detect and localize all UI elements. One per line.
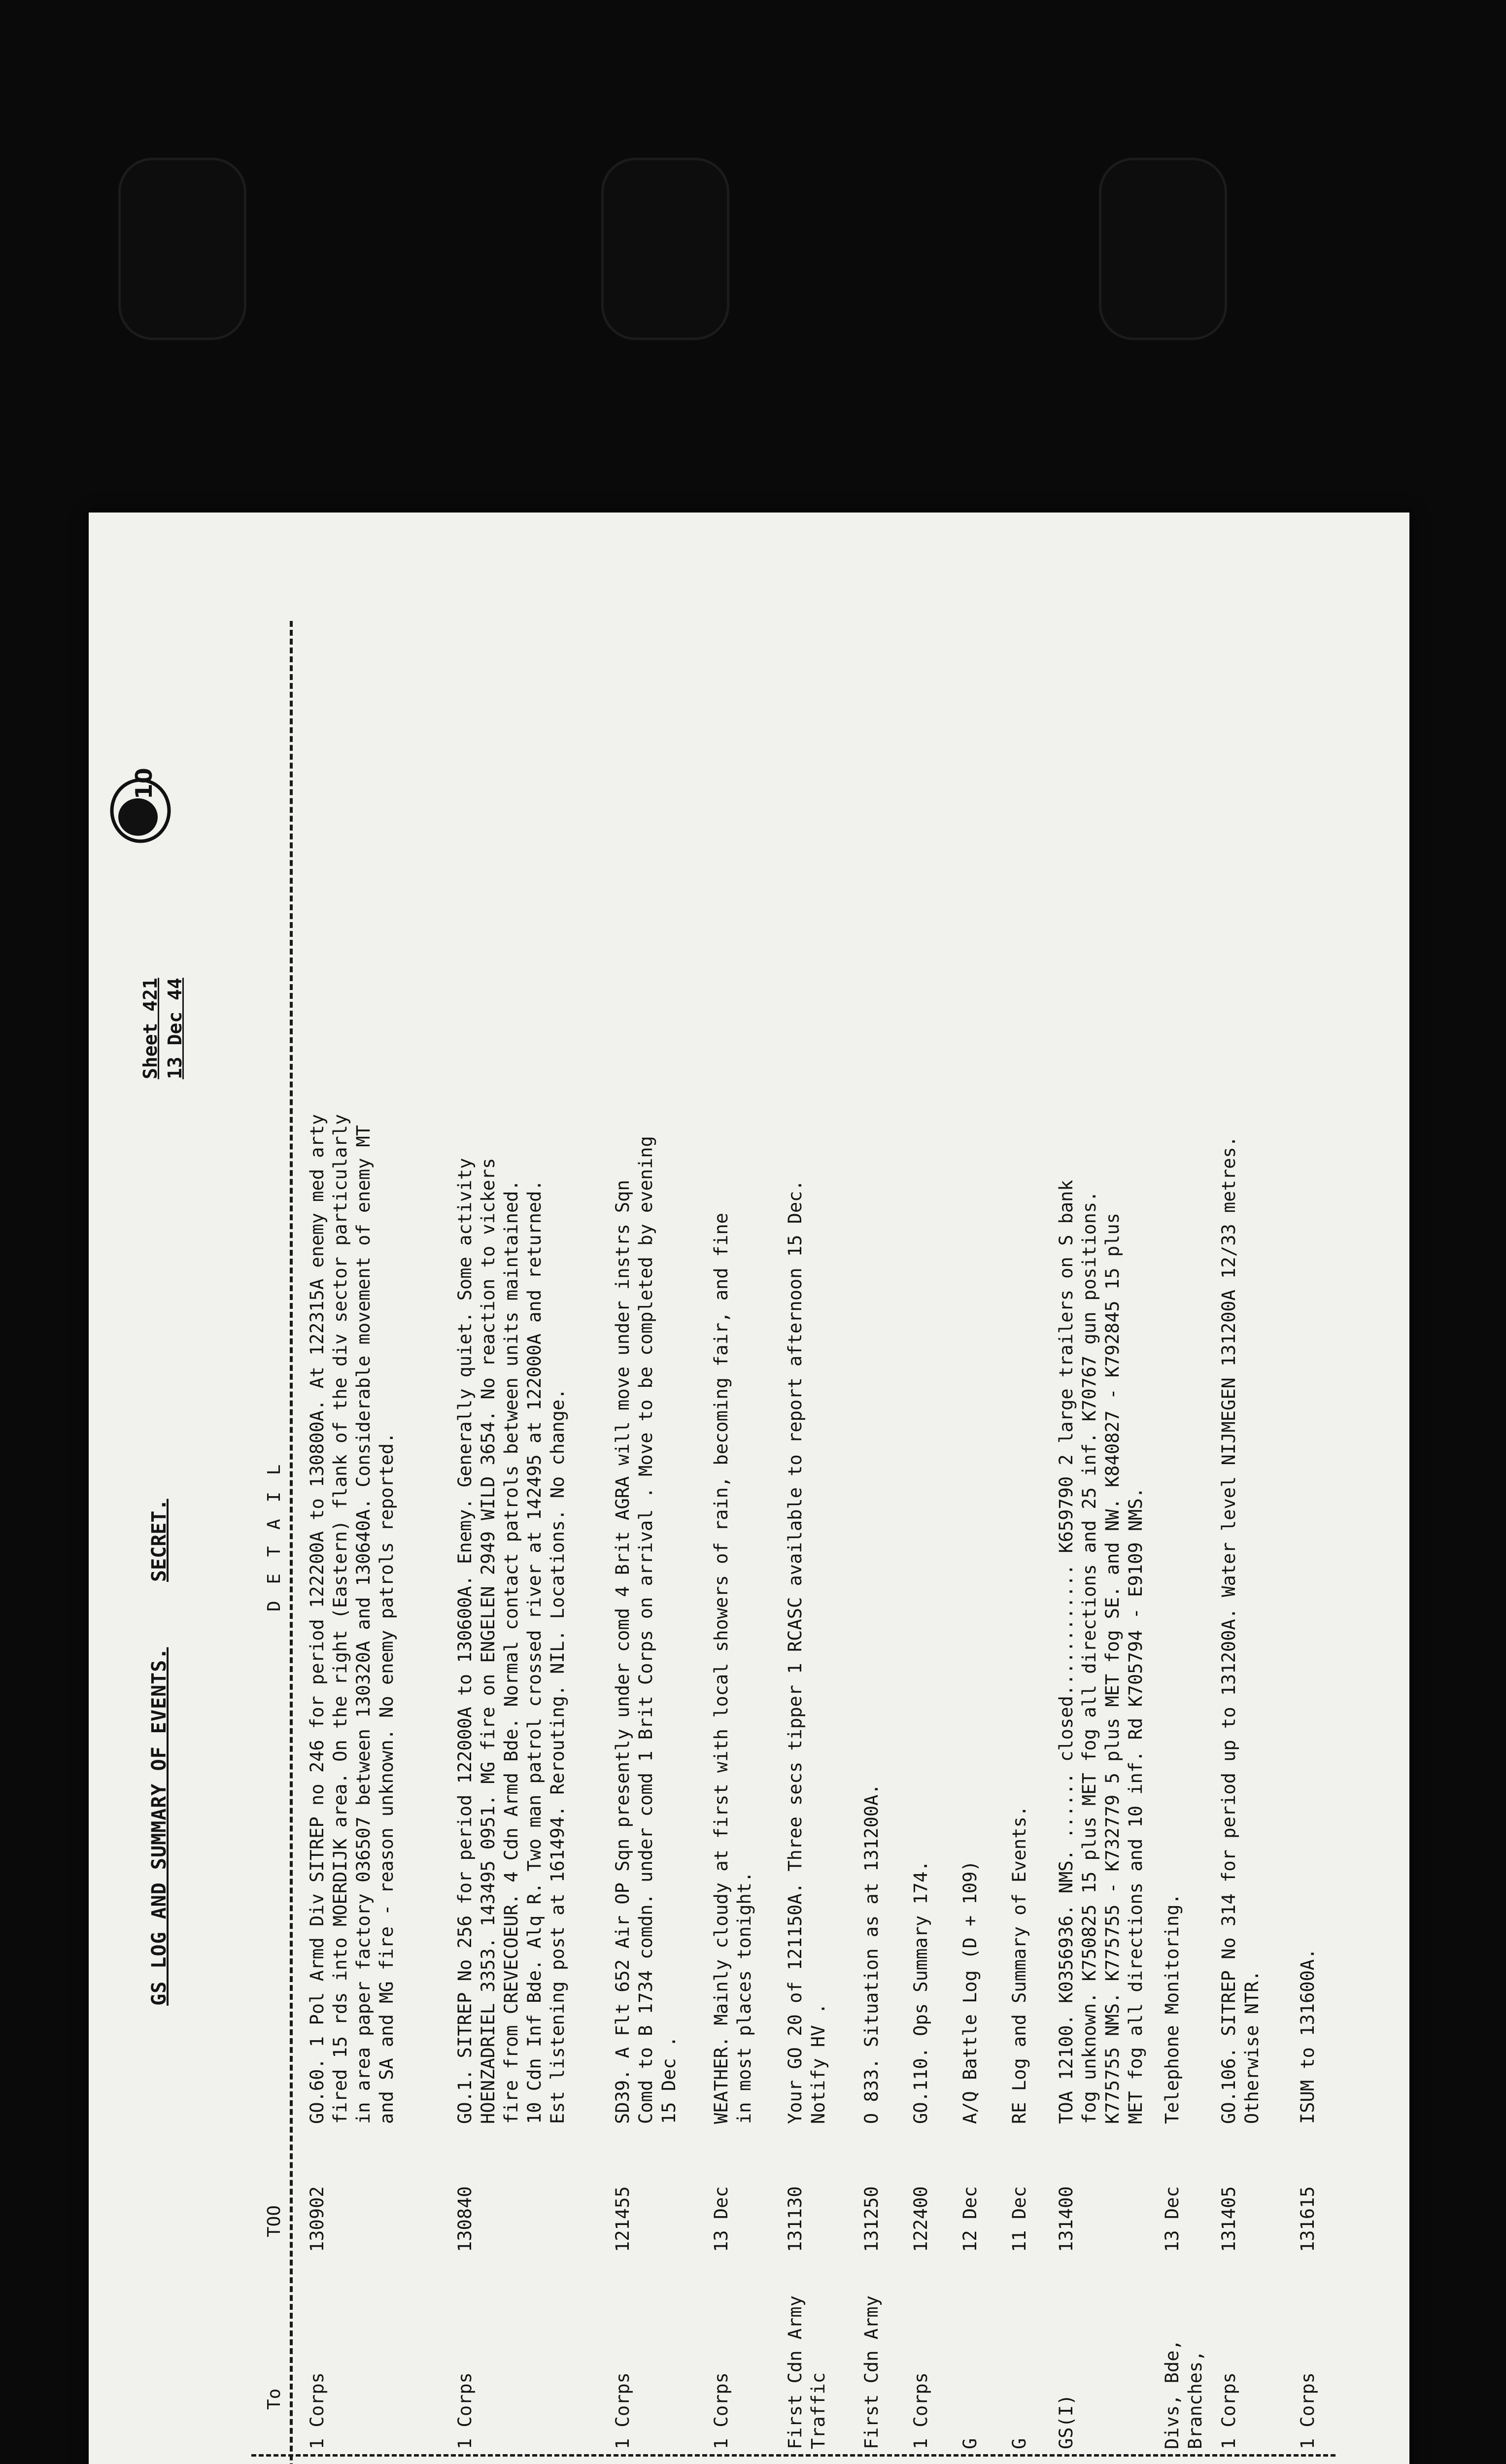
header-detail: D E T A I L — [264, 1461, 284, 1611]
entry-to: First Cdn Army — [861, 2295, 882, 2449]
column-divider — [251, 2454, 1335, 2457]
detail-line: SD39. A Flt 652 Air OP Sqn presently under comd 4 Brit AGRA will move under instrs Sqn — [612, 1180, 633, 2124]
detail-line: Notify HV . — [808, 2003, 829, 2124]
sheet-reference — [138, 978, 187, 1079]
detail-line: Comd to B 1734 comdn. under comd 1 Brit Corps on arrival . Move to be completed by evening — [635, 1136, 656, 2124]
entry-to: 1 Corps — [1297, 2372, 1318, 2449]
detail-line: TOA 12100. K0356936. NMS. ...... closed............ K659790 2 large trailers on S bank — [1056, 1180, 1077, 2124]
detail-line: O 833. Situation as at 131200A. — [861, 1783, 882, 2124]
document-title: GS LOG AND SUMMARY OF EVENTS. — [148, 1647, 171, 2006]
detail-line: in most places tonight. — [734, 1871, 755, 2124]
entry-to: 1 Corps — [711, 2372, 732, 2449]
entry-too: 13 Dec — [1162, 2186, 1183, 2252]
entry-too: 131130 — [785, 2186, 806, 2252]
entry-to: 1 Corps — [910, 2372, 931, 2449]
detail-line: WEATHER. Mainly cloudy at first with local showers of rain, becoming fair, and fine — [711, 1213, 732, 2124]
detail-line: Otherwise NTR. — [1241, 1970, 1263, 2124]
detail-line: ISUM to 131600A. — [1297, 1948, 1318, 2124]
header-too: TOO — [264, 2205, 284, 2237]
detail-line: HOENZADRIEL 3353. 143495 0951. MG fire on ENGELEN 2949 WILD 3654. No reaction to vickers — [478, 1158, 499, 2124]
detail-line: 15 Dec . — [658, 2036, 680, 2124]
entry-detail — [1161, 695, 1184, 2124]
sprocket-hole — [118, 158, 246, 340]
detail-line: 10 Cdn Inf Bde. Alq R. Two man patrol crossed river at 142495 at 122000A and returned. — [524, 1180, 545, 2124]
entry-detail — [306, 695, 398, 2124]
entry-to: 1 Corps — [454, 2372, 476, 2449]
detail-line: Telephone Monitoring. — [1162, 1893, 1183, 2124]
header-to: To — [264, 2388, 284, 2410]
entry-to: 1 Corps — [1218, 2372, 1239, 2449]
entry-too: 130902 — [307, 2186, 328, 2252]
entry-detail — [958, 695, 982, 2124]
detail-line: in area paper factory 036507 between 130320A and 130640A. Considerable movement of enemy MT — [353, 1125, 374, 2124]
detail-line: fired 15 rds into MOERDIJK area. On the right (Eastern) flank of the div sector particularly — [330, 1114, 351, 2124]
entry-detail — [710, 695, 756, 2124]
classification-label: SECRET. — [148, 1499, 171, 1582]
sheet-date: 13 Dec 44 — [164, 978, 186, 1079]
detail-line: fog unknown. K750825 15 plus MET fog all directions and 25 inf. K70767 gun positions. — [1079, 1191, 1100, 2124]
entry-too: 122400 — [910, 2186, 931, 2252]
entry-detail — [611, 695, 681, 2124]
detail-line: K775755 NMS. K775755 - K732779 5 plus MET fog SE. and NW. K840827 - K792845 15 plus — [1102, 1213, 1123, 2124]
entry-too: 130840 — [454, 2186, 476, 2252]
detail-line: fire from CREVECOEUR. 4 Cdn Armd Bde. Normal contact patrols between units maintained. — [501, 1180, 522, 2124]
detail-line: GO.1. SITREP No 256 for period 122000A to 130600A. Enemy. Generally quiet. Some activity — [454, 1158, 476, 2124]
detail-line: GO.60. 1 Pol Armd Div SITREP no 246 for period 122200A to 130800A. At 122315A enemy med arty — [307, 1114, 328, 2124]
entry-detail — [1008, 695, 1031, 2124]
entry-detail — [860, 695, 883, 2124]
entry-detail — [1055, 695, 1147, 2124]
detail-line: MET fog all directions and 10 inf. Rd K705794 - E9109 NMS. — [1125, 1487, 1146, 2124]
entry-too: 131400 — [1056, 2186, 1077, 2252]
entry-to: 1 Corps — [612, 2372, 633, 2449]
entry-to: G — [959, 2438, 981, 2449]
entry-detail — [784, 695, 830, 2124]
detail-line: GO.110. Ops Summary 174. — [910, 1860, 931, 2124]
page-stamp-mark — [103, 769, 177, 853]
entry-detail — [453, 695, 569, 2124]
entry-too: 121455 — [612, 2186, 633, 2252]
entry-detail — [1296, 695, 1319, 2124]
entry-to: G — [1009, 2438, 1030, 2449]
rotated-log-sheet — [89, 513, 1409, 2464]
sprocket-hole — [1099, 158, 1227, 340]
entry-to: Divs, Bde, Branches, — [1162, 2339, 1206, 2449]
detail-line: Est listening post at 161494. Rerouting. NIL. Locations. No change. — [547, 1388, 568, 2124]
entry-too: 12 Dec — [959, 2186, 981, 2252]
entry-too: 131250 — [861, 2186, 882, 2252]
entry-to: 1 Corps — [307, 2372, 328, 2449]
entry-to: First Cdn Army Traffic — [785, 2295, 829, 2449]
entry-detail — [1217, 695, 1264, 2124]
sheet-number: Sheet 421 — [139, 978, 161, 1079]
page-stamp-text: 107 — [131, 769, 157, 799]
entry-too: 131405 — [1218, 2186, 1239, 2252]
detail-line: and SA and MG fire - reason unknown. No enemy patrols reported. — [376, 1432, 397, 2124]
document-page — [89, 513, 1409, 2464]
sprocket-hole — [601, 158, 729, 340]
detail-line: RE Log and Summary of Events. — [1009, 1805, 1030, 2124]
entry-to: GS(I) — [1056, 2394, 1077, 2449]
entry-too: 131615 — [1297, 2186, 1318, 2252]
detail-line: GO.106. SITREP No 314 for period up to 131200A. Water level NIJMEGEN 131200A 12/33 metres. — [1218, 1136, 1239, 2124]
page-number-stamp — [103, 769, 177, 853]
entry-detail — [909, 695, 932, 2124]
detail-line: Your GO 20 of 121150A. Three secs tipper 1 RCASC available to report afternoon 15 Dec. — [785, 1180, 806, 2124]
detail-line: A/Q Battle Log (D + 109) — [959, 1860, 981, 2124]
entry-too: 13 Dec — [711, 2186, 732, 2252]
header-rule — [290, 621, 293, 2464]
entry-too: 11 Dec — [1009, 2186, 1030, 2252]
